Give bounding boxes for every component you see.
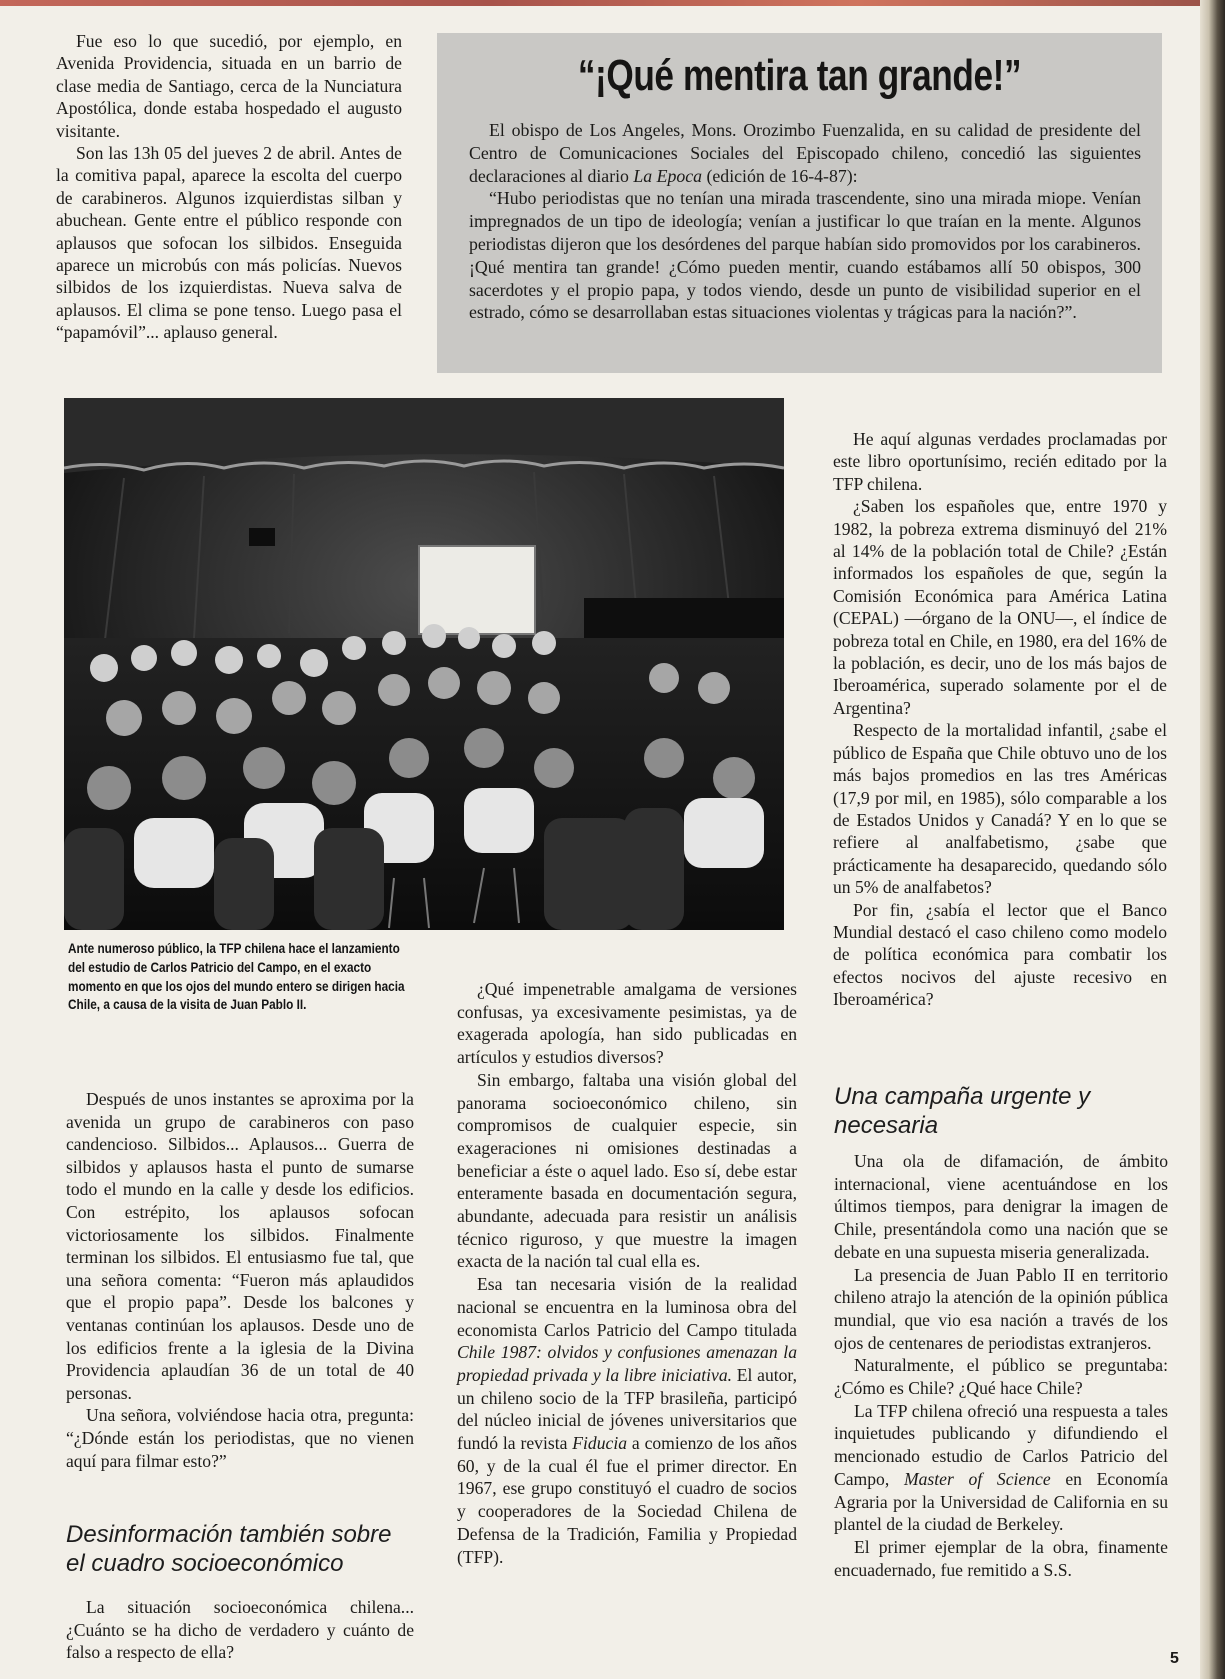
column-right-bottom [834, 1150, 1168, 1581]
quote-box-title: “¡Qué mentira tan grande!” [577, 51, 1022, 100]
quote-box-intro: El obispo de Los Angeles, Mons. Orozimbo Fuenzalida, en su calidad de presidente del Centro de Comunicaciones Sociales del Episcopado chileno, concedió las siguientes declaraciones al diario La Epoca (edición de 16-4-87): [469, 120, 1141, 186]
paragraph: ¿Saben los españoles que, entre 1970 y 1982, la pobreza extrema disminuyó del 21% al 14% de la población total de Chile? ¿Están informados los españoles de que, según la Comisión Económica para América Latina (CEPAL) —órgano de la ONU—, el índice de pobreza total en Chile, en 1980, era del 16% de la población, es decir, uno de los más bajos de Iberoamérica, superado solamente por el de Argentina? [833, 496, 1167, 718]
column-right-top [833, 428, 1167, 1011]
paragraph: Naturalmente, el público se preguntaba: ¿Cómo es Chile? ¿Qué hace Chile? [834, 1355, 1168, 1399]
paragraph: Son las 13h 05 del jueves 2 de abril. Antes de la comitiva papal, aparece la escolta del cuerpo de carabineros. Algunos izquierdistas silban y abuchean. Gente entre el público responde con aplausos que sofocan los silbidos. Enseguida aparece un microbús con más policías. Nuevos silbidos de los izquierdistas. Nueva salva de aplausos. El clima se pone tenso. Luego pasa el “papamóvil”... aplauso general. [56, 143, 402, 343]
page-number: 5 [1170, 1650, 1179, 1667]
paragraph: Por fin, ¿sabía el lector que el Banco Mundial destacó el caso chileno como modelo de política económica para combatir los efectos nocivos del ajuste recesivo en Iberoamérica? [833, 899, 1167, 1010]
quote-box [437, 33, 1162, 373]
paragraph: Una ola de difamación, de ámbito internacional, viene acentuándose en los últimos tiempos, para denigrar la imagen de Chile, presentándola como una nación que se debate en una supuesta miseria generalizada. [834, 1151, 1168, 1262]
paragraph: Una señora, volviéndose hacia otra, pregunta: “¿Dónde están los periodistas, que no vienen aquí para filmar esto?” [66, 1405, 414, 1471]
paragraph: Respecto de la mortalidad infantil, ¿sabe el público de España que Chile obtuvo uno de los más bajos promedios en las tres Américas (17,9 por mil, en 1985), sólo comparable a los de Estados Unidos y Canadá? Y en lo que se refiere al analfabetismo, ¿sabe que prácticamente ha desaparecido, quedando sólo un 5% de analfabetos? [833, 720, 1167, 898]
paragraph: Después de unos instantes se aproxima por la avenida un grupo de carabineros con paso candencioso. Silbidos... Aplausos... Guerra de silbidos y aplausos hasta el punto de sumarse todo el mundo en la calle y desde los edificios. Con estrépito, los aplausos sofocan victoriosamente los silbidos. Finalmente terminan los silbidos. El entusiasmo fue tal, que una señora comenta: “Fueron más aplaudidos que el propio papa”. Desde los balcones y ventanas continúan los aplausos. Desde uno de los edificios frente a la iglesia de la Divina Providencia aplaudían 36 de un total de 40 personas. [66, 1089, 414, 1403]
section-subhead: Desinformación también sobre el cuadro socioeconómico [66, 1521, 392, 1577]
event-photo [64, 398, 784, 930]
section-subhead: Una campaña urgente y necesaria [834, 1083, 1091, 1139]
quote-box-body [469, 119, 1141, 324]
column-middle-bottom [457, 978, 797, 1568]
page-gutter-shadow [1200, 0, 1225, 1679]
paragraph: La situación socioeconómica chilena... ¿Cuánto se ha dicho de verdadero y cuánto de falso a respecto de ella? [66, 1597, 414, 1663]
paragraph: La presencia de Juan Pablo II en territorio chileno atrajo la atención de la opinión pública mundial, que vio esa nación a través de los ojos de centenares de periodistas extranjeros. [834, 1264, 1168, 1353]
paragraph: El primer ejemplar de la obra, finamente encuadernado, fue remitido a S.S. [834, 1536, 1168, 1580]
column-left-bottom-after [66, 1596, 414, 1664]
paragraph: La TFP chilena ofreció una respuesta a tales inquietudes publicando y difundiendo el mencionado estudio de Carlos Patricio del Campo, Master of Science en Economía Agraria por la Universidad de California en su plantel de la ciudad de Berkeley. [834, 1400, 1169, 1535]
paragraph: Fue eso lo que sucedió, por ejemplo, en Avenida Providencia, situada en un barrio de clase media de Santiago, cerca de la Nunciatura Apostólica, donde estaba hospedado el augusto visitante. [56, 31, 402, 141]
paragraph: He aquí algunas verdades proclamadas por este libro oportunísimo, recién editado por la TFP chilena. [833, 429, 1167, 494]
page-top-edge [0, 0, 1225, 6]
audience-photo-image [64, 398, 784, 930]
paragraph: ¿Qué impenetrable amalgama de versiones confusas, ya excesivamente pesimistas, ya de exagerada apología, han sido publicadas en artículos y estudios diversos? [457, 979, 797, 1068]
photo-caption: Ante numeroso público, la TFP chilena hace el lanzamiento del estudio de Carlos Patricio del Campo, en el exacto momento en que los ojos del mundo entero se dirigen hacia Chile, a causa de la visita de Juan Pablo II. [68, 941, 405, 1013]
paragraph: Sin embargo, faltaba una visión global del panorama socioeconómico chileno, sin compromisos de cualquier especie, sin exageraciones ni omisiones destinadas a beneficiar a éste o aquel lado. Eso sí, debe estar enteramente basada en documentación segura, abundante, adecuada para resistir un análisis técnico riguroso, y que muestre la imagen exacta de la nación tal cual ella es. [457, 1069, 797, 1272]
column-left-top [56, 30, 402, 344]
paragraph: Esa tan necesaria visión de la realidad nacional se encuentra en la luminosa obra del economista Carlos Patricio del Campo titulada Chile 1987: olvidos y confusiones amenazan la propiedad privada y la libre iniciativa. El autor, un chileno socio de la TFP brasileña, participó del núcleo inicial de jóvenes universitarios que fundó la revista Fiducia a comienzo de los años 60, y de la cual él fue el primer director. En 1967, ese grupo constituyó el cuadro de socios y cooperadores de la Sociedad Chilena de Defensa de la Tradición, Familia y Propiedad (TFP). [457, 1274, 797, 1567]
column-left-bottom [66, 1088, 414, 1472]
quote-box-quote: “Hubo periodistas que no tenían una mirada trascendente, sino una mirada miope. Venían impregnados de un tipo de ideología; venían a justificar lo que traían en la mente. Algunos periodistas dijeron que los desórdenes del parque habían sido promovidos por los carabineros. ¡Qué mentira tan grande! ¿Cómo pueden mentir, cuando estábamos allí 50 obispos, 300 sacerdotes y el propio papa, y todos viendo, desde un punto de visibilidad superior en el estrado, cómo se desarrollaban estas situaciones violentas y trágicas para la nación?”. [469, 188, 1141, 323]
